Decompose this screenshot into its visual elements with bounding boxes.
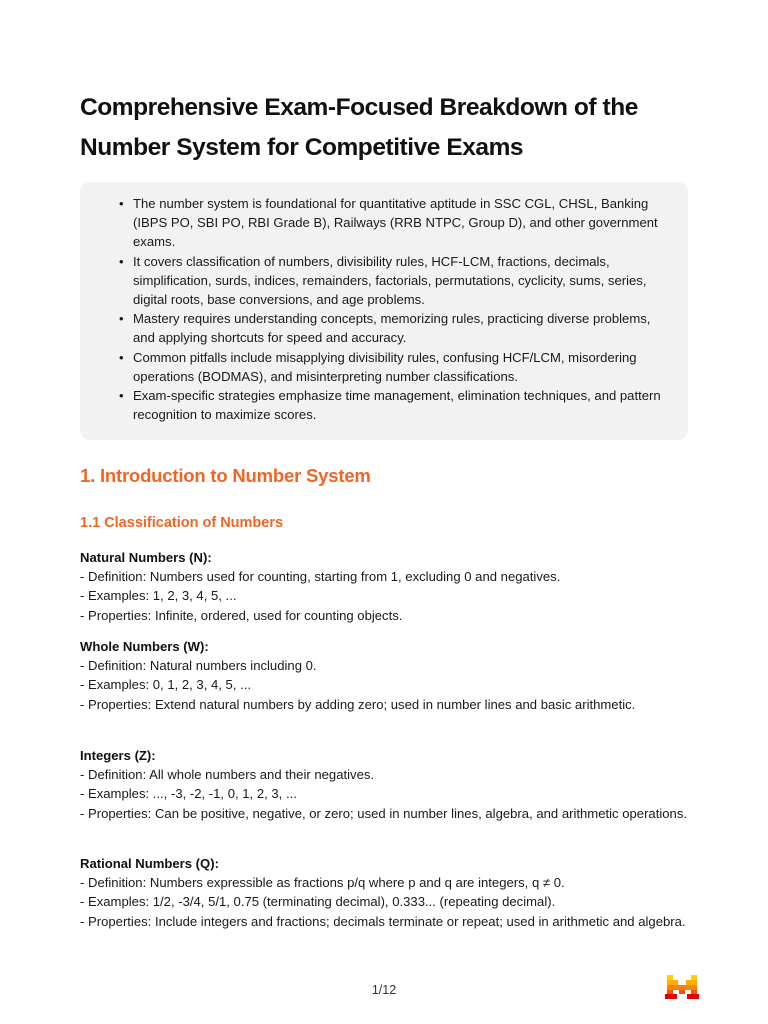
classification-rational-numbers (80, 854, 692, 931)
classification-examples: - Examples: 1/2, -3/4, 5/1, 0.75 (terminating decimal), 0.333... (repeating decimal). (80, 894, 556, 910)
summary-point: • Common pitfalls include misapplying divisibility rules, confusing HCF/LCM, misordering operations (BODMAS), and misinterpreting number classifications. (133, 348, 668, 386)
classification-examples: - Examples: ..., -3, -2, -1, 0, 1, 2, 3, ... (80, 786, 297, 802)
summary-box (80, 182, 688, 440)
classification-examples: - Examples: 0, 1, 2, 3, 4, 5, ... (80, 677, 252, 693)
summary-point: • It covers classification of numbers, divisibility rules, HCF-LCM, fractions, decimals, simplification, surds, indices, remainders, factorials, permutations, cyclicity, sums, series, digital roots, base conversions, and age problems. (133, 252, 668, 310)
document-title: Comprehensive Exam-Focused Breakdown of the Number System for Competitive Exams (80, 94, 638, 161)
classification-definition: - Definition: Natural numbers including 0. (80, 658, 317, 674)
summary-point: • Exam-specific strategies emphasize time management, elimination techniques, and pattern recognition to maximize scores. (133, 386, 668, 424)
summary-list (116, 194, 668, 424)
classification-properties: - Properties: Extend natural numbers by adding zero; used in number lines and basic arithmetic. (80, 696, 636, 712)
classification-title: Integers (Z): (80, 748, 156, 763)
pixel-m-logo-icon (665, 975, 699, 999)
classification-whole-numbers (80, 637, 692, 714)
classification-title: Whole Numbers (W): (80, 639, 209, 654)
classification-examples: - Examples: 1, 2, 3, 4, 5, ... (80, 588, 237, 604)
classification-definition: - Definition: Numbers expressible as fractions p/q where p and q are integers, q ≠ 0. (80, 875, 565, 891)
subsection-heading: 1.1 Classification of Numbers (80, 515, 284, 531)
classification-definition: - Definition: All whole numbers and their negatives. (80, 767, 375, 783)
classification-definition: - Definition: Numbers used for counting, starting from 1, excluding 0 and negatives. (80, 569, 561, 585)
classification-properties: - Properties: Include integers and fractions; decimals terminate or repeat; used in arithmetic and algebra. (80, 913, 686, 929)
classification-title: Rational Numbers (Q): (80, 856, 219, 871)
summary-point: • Mastery requires understanding concepts, memorizing rules, practicing diverse problems, and applying shortcuts for speed and accuracy. (133, 309, 668, 347)
classification-integers (80, 746, 692, 823)
page-number: 1/12 (371, 983, 397, 997)
classification-title: Natural Numbers (N): (80, 550, 212, 565)
section-heading: 1. Introduction to Number System (80, 465, 371, 486)
classification-properties: - Properties: Infinite, ordered, used for counting objects. (80, 607, 403, 623)
classification-natural-numbers (80, 548, 692, 625)
classification-properties: - Properties: Can be positive, negative, or zero; used in number lines, algebra, and arithmetic operations. (80, 805, 688, 821)
summary-point: • The number system is foundational for quantitative aptitude in SSC CGL, CHSL, Banking (IBPS PO, SBI PO, RBI Grade B), Railways (RRB NTPC, Group D), and other government exams. (133, 194, 668, 252)
